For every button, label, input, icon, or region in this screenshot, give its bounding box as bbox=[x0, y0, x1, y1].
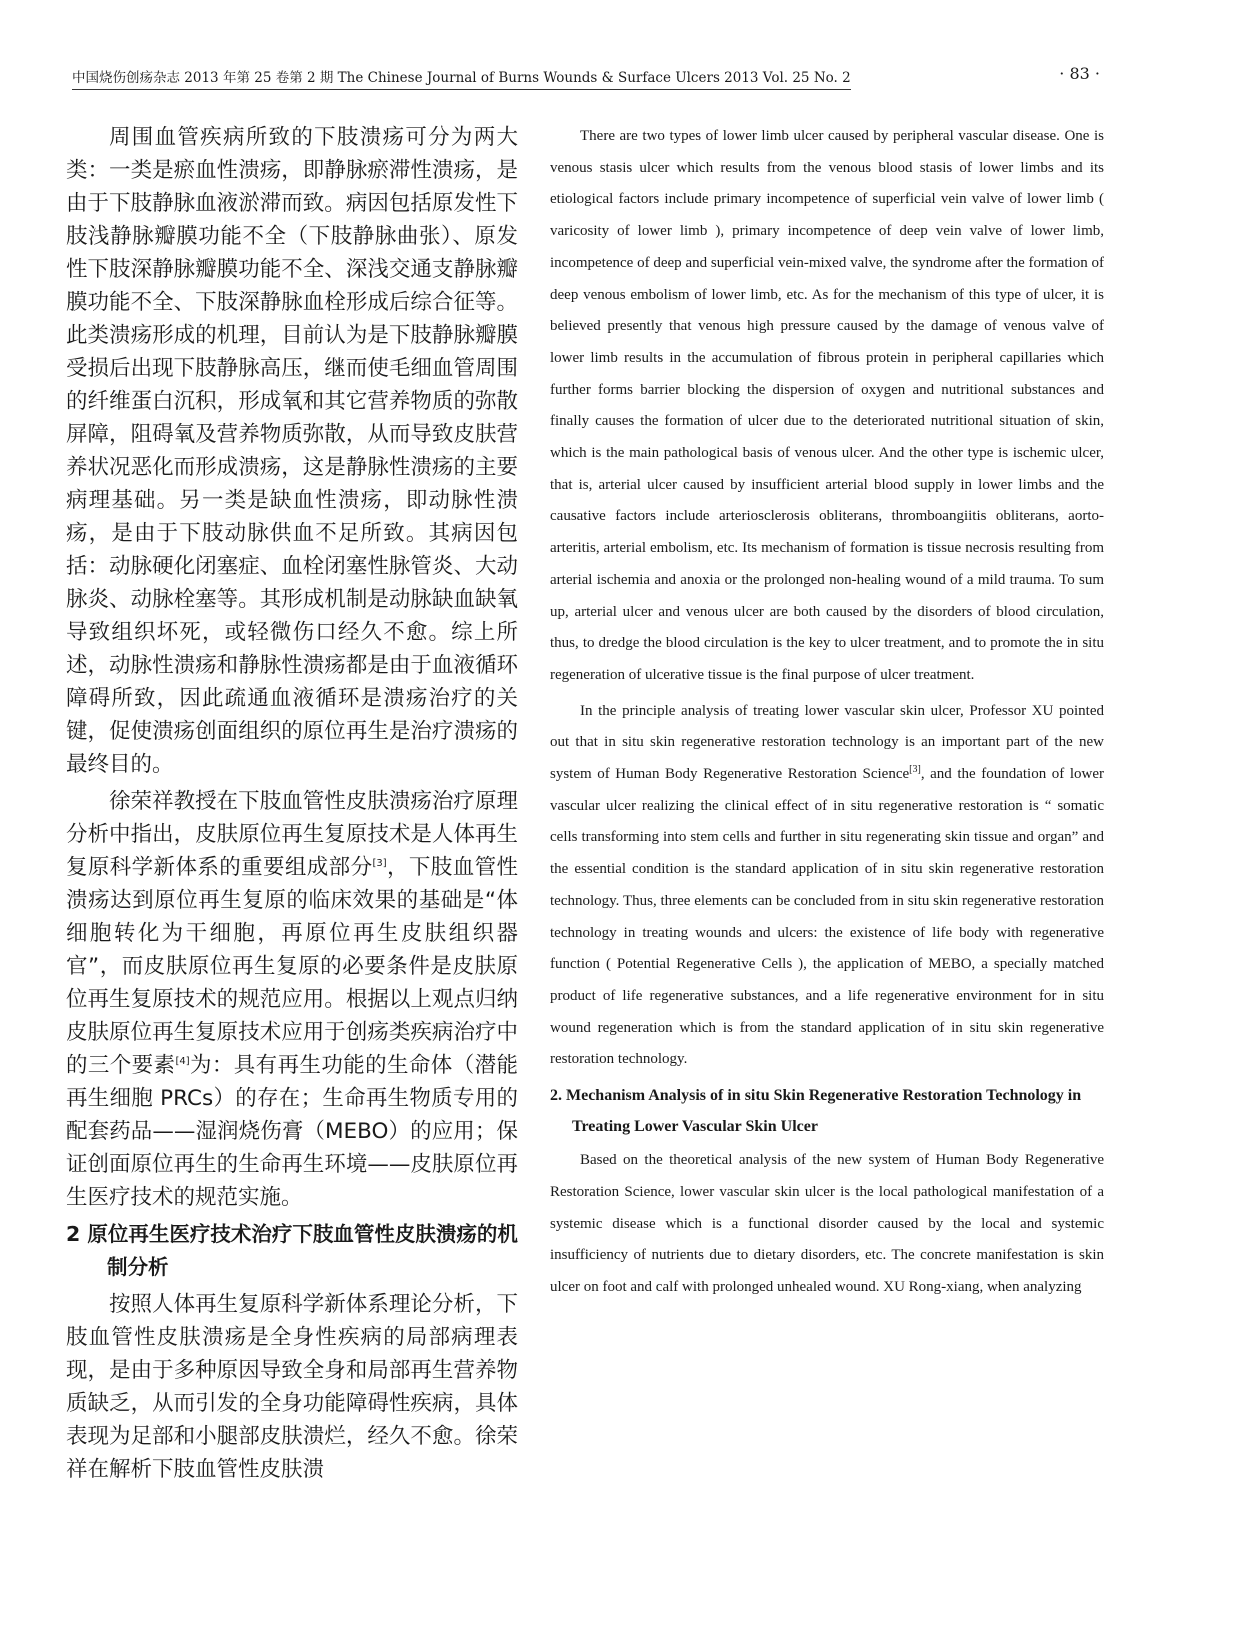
en-section-heading-2: 2. Mechanism Analysis of in situ Skin Regenerative Restoration Technology in Treating Lower Vascular Skin Ulcer bbox=[550, 1087, 1082, 1136]
cn-paragraph-1: 周围血管疾病所致的下肢溃疡可分为两大类：一类是瘀血性溃疡，即静脉瘀滞性溃疡，是由于下肢静脉血液淤滞而致。病因包括原发性下肢浅静脉瓣膜功能不全（下肢静脉曲张）、原发性下肢深静脉瓣膜功能不全、深浅交通支静脉瓣膜功能不全、下肢深静脉血栓形成后综合征等。此类溃疡形成的机理，目前认为是下肢静脉瓣膜受损后出现下肢静脉高压，继而使毛细血管周围的纤维蛋白沉积，形成氧和其它营养物质的弥散屏障，阻碍氧及营养物质弥散，从而导致皮肤营养状况恶化而形成溃疡，这是静脉性溃疡的主要病理基础。另一类是缺血性溃疡，即动脉性溃疡，是由于下肢动脉供血不足所致。其病因包括：动脉硬化闭塞症、血栓闭塞性脉管炎、大动脉炎、动脉栓塞等。其形成机制是动脉缺血缺氧导致组织坏死，或轻微伤口经久不愈。综上所述，动脉性溃疡和静脉性溃疡都是由于血液循环障碍所致，因此疏通血液循环是溃疡治疗的关键，促使溃疡创面组织的原位再生是治疗溃疡的最终目的。 bbox=[66, 125, 518, 777]
journal-running-title: 中国烧伤创疡杂志 2013 年第 25 卷第 2 期 The Chinese Journal of Burns Wounds & Surface Ulcers 2013 Vol. 25 No. 2 bbox=[72, 66, 851, 90]
cn-paragraph-2 bbox=[66, 785, 518, 1214]
en-paragraph-3: Based on the theoretical analysis of the new system of Human Body Regenerative Restoration Science, lower vascular skin ulcer is the local pathological manifestation of a systemic disease which is a functional disorder caused by the local and systemic insufficiency of nutrients due to dietary disorders, etc. The concrete manifestation is skin ulcer on foot and calf with prolonged unhealed wound. XU Rong-xiang, when analyzing bbox=[550, 1152, 1104, 1295]
cn-paragraph-2-part-a: 徐荣祥教授在下肢血管性皮肤溃疡治疗原理分析中指出，皮肤原位再生复原技术是人体再生复原科学新体系的重要组成部分 bbox=[66, 789, 518, 880]
en-paragraph-2-part-a: In the principle analysis of treating lower vascular skin ulcer, Professor XU pointed out that in situ skin regenerative restoration technology is an important part of the new system of Human Body Regenerative Restoration Science bbox=[550, 702, 1104, 783]
cn-citation-3: [3] bbox=[372, 857, 387, 869]
cn-paragraph-2-part-c: 为：具有再生功能的生命体（潜能再生细胞 PRCs）的存在；生命再生物质专用的配套药品——湿润烧伤膏（MEBO）的应用；保证创面原位再生的生命再生环境——皮肤原位再生医疗技术的规范实施。 bbox=[66, 1053, 518, 1210]
chinese-column bbox=[66, 121, 518, 1490]
running-header bbox=[72, 66, 1100, 94]
en-citation-3: [3] bbox=[909, 764, 921, 776]
en-paragraph-1: There are two types of lower limb ulcer caused by peripheral vascular disease. One is venous stasis ulcer which results from the venous blood stasis of lower limbs and its etiological factors include primary incompetence of superficial vein valve of lower limb ( varicosity of lower limb ), primary incompetence of deep vein valve of lower limb, incompetence of deep and superficial vein-mixed valve, the syndrome after the formation of deep venous embolism of lower limb, etc. As for the mechanism of this type of ulcer, it is believed presently that venous high pressure caused by the damage of venous valve of lower limb results in the accumulation of fibrous protein in peripheral capillaries which further forms barrier blocking the dispersion of oxygen and nutritional substances and finally causes the formation of ulcer due to the deteriorated nutritional situation of skin, which is the main pathological basis of venous ulcer. And the other type is ischemic ulcer, that is, arterial ulcer caused by insufficient arterial blood supply in lower limbs and the causative factors include arteriosclerosis obliterans, thromboangiitis obliterans, aorto-arteritis, arterial embolism, etc. Its mechanism of formation is tissue necrosis resulting from arterial ischemia and anoxia or the prolonged non-healing wound of a mild trauma. To sum up, arterial ulcer and venous ulcer are both caused by the disorders of blood circulation, thus, to dredge the blood circulation is the key to ulcer treatment, and to promote the in situ regeneration of ulcerative tissue is the final purpose of ulcer treatment. bbox=[550, 128, 1104, 683]
cn-citation-4: [4] bbox=[175, 1055, 190, 1067]
en-paragraph-2-part-b: , and the foundation of lower vascular ulcer realizing the clinical effect of in situ regenerative restoration is “ somatic cells transforming into stem cells and further in situ regenerating skin tissue and organ” and the essential condition is the standard application of in situ skin regenerative restoration technology. Thus, three elements can be concluded from in situ skin regenerative restoration technology in treating wounds and ulcers: the existence of life body with regenerative function ( Potential Regenerative Cells ), the application of MEBO, a specially matched product of life regenerative substances, and a life regenerative environment for in situ wound regeneration which is from the standard application of in situ skin regenerative restoration technology. bbox=[550, 766, 1105, 1068]
page-number: · 83 · bbox=[1059, 64, 1100, 83]
cn-section-heading-2: 2 原位再生医疗技术治疗下肢血管性皮肤溃疡的机制分析 bbox=[66, 1222, 518, 1279]
en-paragraph-2 bbox=[550, 696, 1104, 1076]
cn-paragraph-3: 按照人体再生复原科学新体系理论分析，下肢血管性皮肤溃疡是全身性疾病的局部病理表现，是由于多种原因导致全身和局部再生营养物质缺乏，从而引发的全身功能障碍性疾病，具体表现为足部和小腿部皮肤溃烂，经久不愈。徐荣祥在解析下肢血管性皮肤溃 bbox=[66, 1292, 518, 1482]
cn-paragraph-2-part-b: ，下肢血管性溃疡达到原位再生复原的临床效果的基础是“体细胞转化为干细胞，再原位再生皮肤组织器官”，而皮肤原位再生复原的必要条件是皮肤原位再生复原技术的规范应用。根据以上观点归纳皮肤原位再生复原技术应用于创疡类疾病治疗中的三个要素 bbox=[66, 855, 518, 1078]
english-column bbox=[550, 121, 1104, 1308]
